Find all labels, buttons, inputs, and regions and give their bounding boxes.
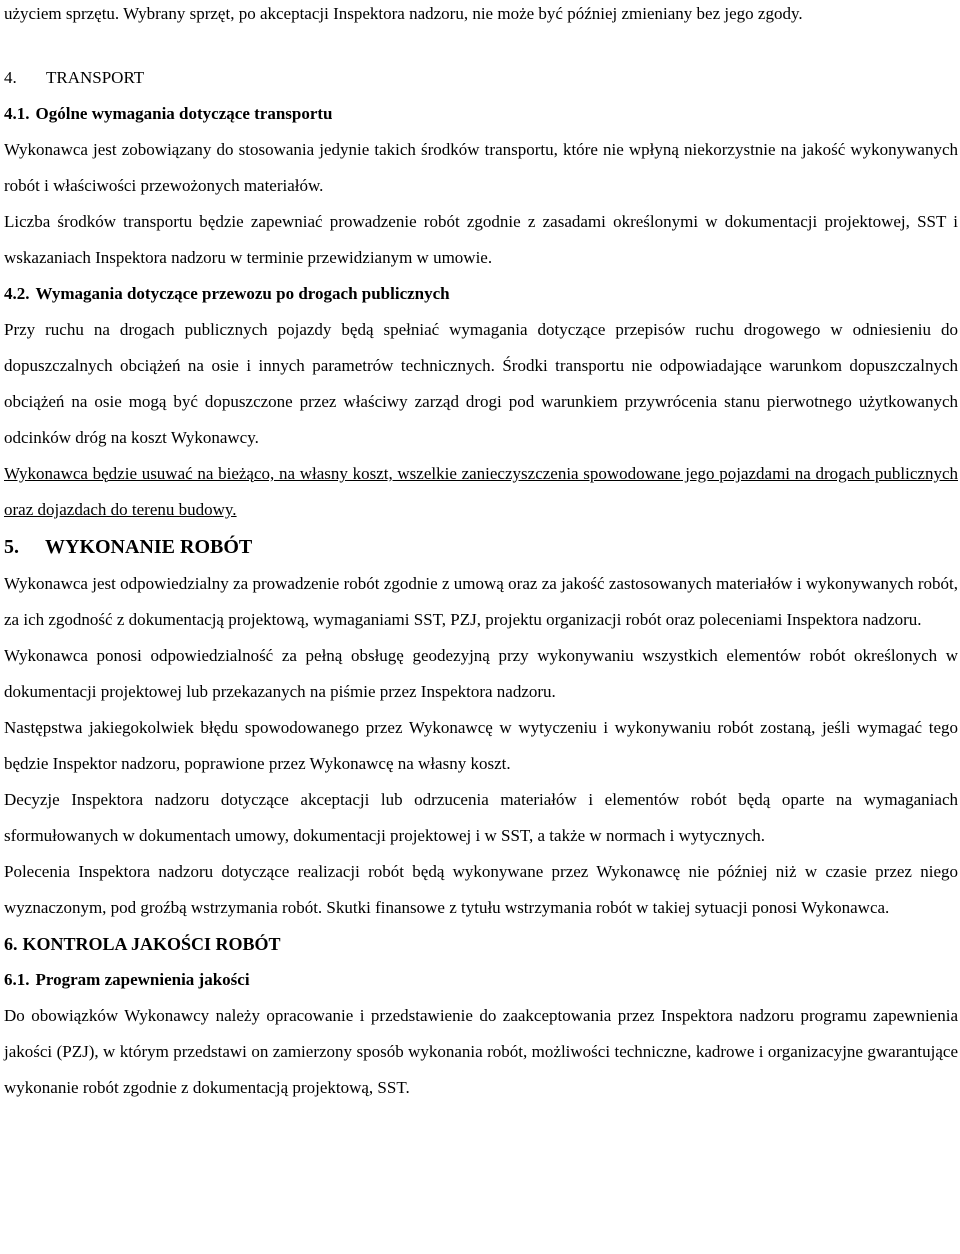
subsection-number: 4.1. — [4, 104, 30, 123]
paragraph-6-1-a: Do obowiązków Wykonawcy należy opracowanie i przedstawienie do zaakceptowania przez Inspektora nadzoru programu zapewnienia jakości (PZJ), w którym przedstawi on zamierzony sposób wykonania robót, możliwości techniczne, kadrowe i organizacyjne gwarantujące wykonanie robót zgodnie z dokumentacją projektową, SST. — [4, 1006, 958, 1097]
subsection-number: 6.1. — [4, 970, 30, 989]
paragraph-5-e: Polecenia Inspektora nadzoru dotyczące realizacji robót będą wykonywane przez Wykonawcę nie później niż w czasie przez niego wyznaczonym, pod groźbą wstrzymania robót. Skutki finansowe z tytułu wstrzymania robót w takiej sytuacji ponosi Wykonawca. — [4, 862, 958, 917]
paragraph-5-c: Następstwa jakiegokolwiek błędu spowodowanego przez Wykonawcę w wytyczeniu i wykonywaniu robót zostaną, jeśli wymagać tego będzie Inspektor nadzoru, poprawione przez Wykonawcę na własny koszt. — [4, 718, 958, 773]
paragraph-4-1-a: Wykonawca jest zobowiązany do stosowania jedynie takich środków transportu, które nie wpłyną niekorzystnie na jakość wykonywanych robót i właściwości przewożonych materiałów. — [4, 140, 958, 195]
section-number: 5. — [4, 536, 19, 558]
paragraph-4-2-b: Wykonawca będzie usuwać na bieżąco, na własny koszt, wszelkie zanieczyszczenia spowodowane jego pojazdami na drogach publicznych oraz dojazdach do terenu budowy. — [4, 464, 958, 519]
subsection-number: 4.2. — [4, 284, 30, 303]
section-title: KONTROLA JAKOŚCI ROBÓT — [22, 934, 281, 954]
section-title: WYKONANIE ROBÓT — [45, 536, 253, 558]
paragraph-4-2-a: Przy ruchu na drogach publicznych pojazdy będą spełniać wymagania dotyczące przepisów ruchu drogowego w odniesieniu do dopuszczalnych obciążeń na osie i innych parametrów technicznych. Środki transportu nie odpowiadające warunkom dopuszczalnych obciążeń na osie mogą być dopuszczone przez właściwy zarząd drogi pod warunkiem przywrócenia stanu pierwotnego użytkowanych odcinków dróg na koszt Wykonawcy. — [4, 320, 958, 447]
subsection-title: Program zapewnienia jakości — [35, 970, 250, 989]
section-number: 6. — [4, 934, 18, 954]
subsection-title: Wymagania dotyczące przewozu po drogach publicznych — [35, 284, 450, 303]
section-heading-5 — [4, 528, 958, 566]
paragraph-5-d: Decyzje Inspektora nadzoru dotyczące akceptacji lub odrzucenia materiałów i elementów robót będą oparte na wymaganiach sformułowanych w dokumentach umowy, dokumentacji projektowej i w SST, a także w normach i wytycznych. — [4, 790, 958, 845]
paragraph-5-a: Wykonawca jest odpowiedzialny za prowadzenie robót zgodnie z umową oraz za jakość zastosowanych materiałów i wykonywanych robót, za ich zgodność z dokumentacją projektową, wymaganiami SST, PZJ, projektu organizacji robót oraz poleceniami Inspektora nadzoru. — [4, 574, 958, 629]
subsection-heading-6-1 — [4, 962, 958, 998]
section-number: 4. — [4, 68, 17, 87]
paragraph-4-1-b: Liczba środków transportu będzie zapewniać prowadzenie robót zgodnie z zasadami określonymi w dokumentacji projektowej, SST i wskazaniach Inspektora nadzoru w terminie przewidzianym w umowie. — [4, 212, 958, 267]
document-page — [4, 0, 958, 1106]
paragraph-intro: użyciem sprzętu. Wybrany sprzęt, po akceptacji Inspektora nadzoru, nie może być później zmieniany bez jego zgody. — [4, 4, 803, 23]
section-heading-6 — [4, 926, 958, 962]
subsection-heading-4-1 — [4, 96, 958, 132]
subsection-title: Ogólne wymagania dotyczące transportu — [35, 104, 333, 123]
section-heading-4 — [4, 60, 958, 96]
section-title: TRANSPORT — [46, 68, 145, 87]
paragraph-5-b: Wykonawca ponosi odpowiedzialność za pełną obsługę geodezyjną przy wykonywaniu wszystkich elementów robót określonych w dokumentacji projektowej lub przekazanych na piśmie przez Inspektora nadzoru. — [4, 646, 958, 701]
subsection-heading-4-2 — [4, 276, 958, 312]
